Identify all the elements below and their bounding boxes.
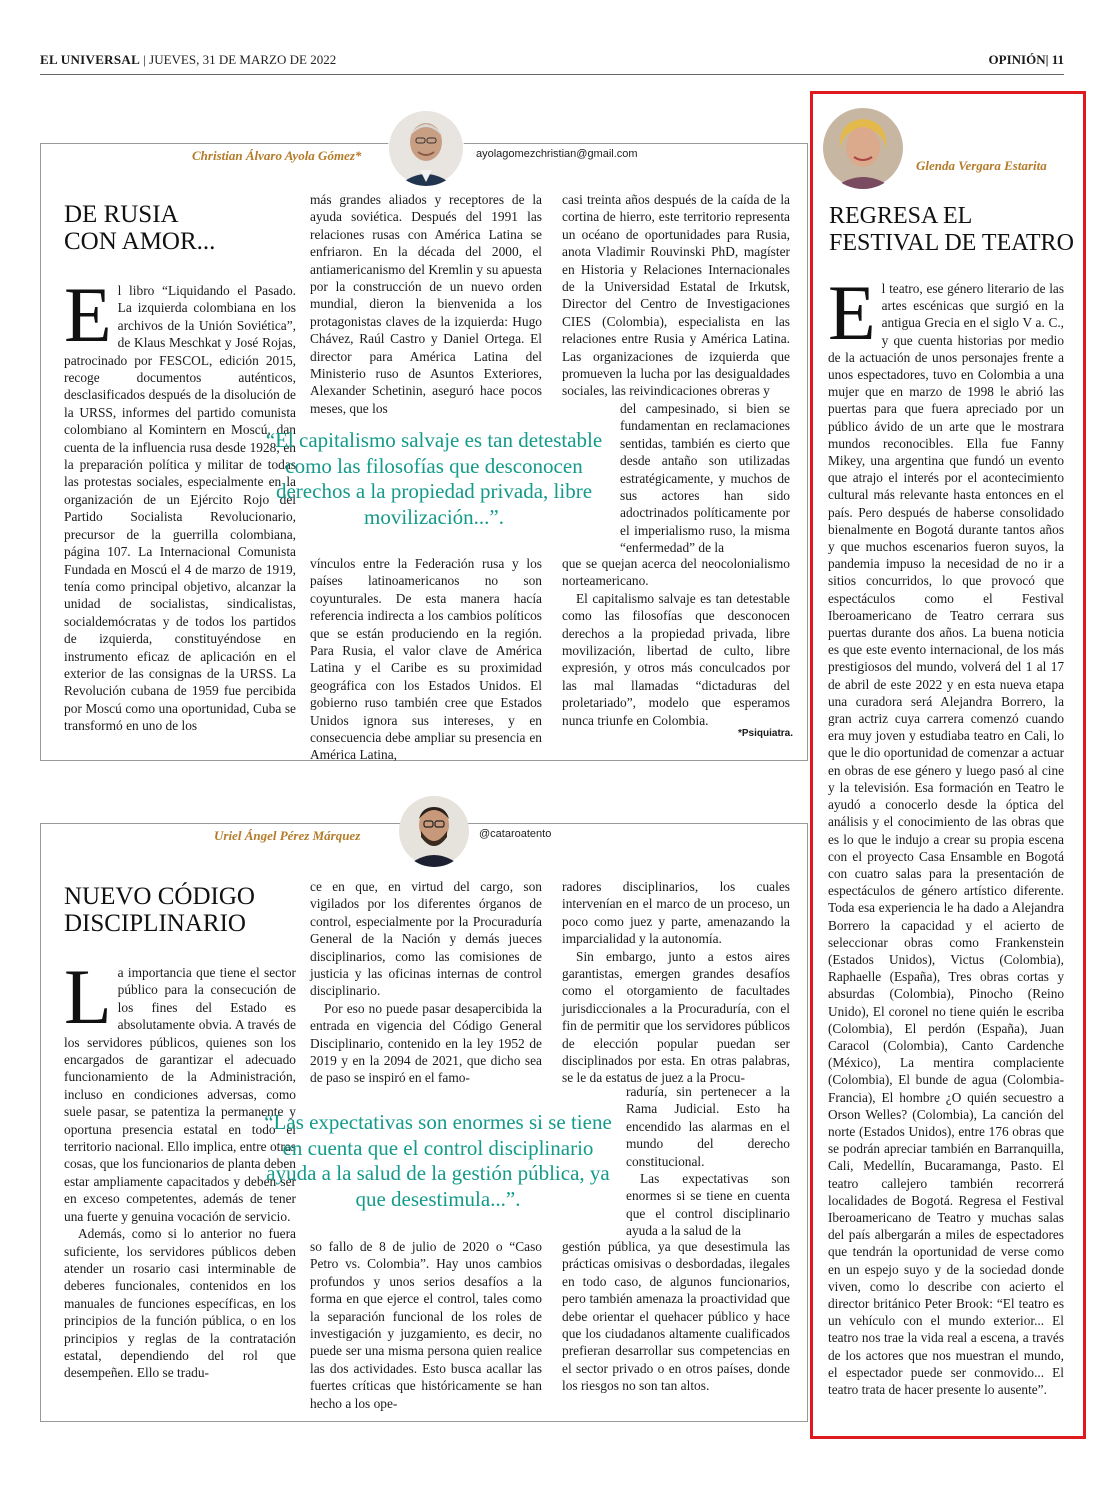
article-column-2 bbox=[310, 191, 542, 417]
article-column-2 bbox=[310, 878, 542, 1087]
headline-line: FESTIVAL DE TEATRO bbox=[829, 230, 1074, 256]
section-label bbox=[989, 52, 1064, 68]
headline-line: REGRESA EL bbox=[829, 203, 973, 229]
headline bbox=[64, 883, 294, 937]
author-handle: @cataroatento bbox=[475, 828, 555, 840]
newspaper-name: EL UNIVERSAL bbox=[40, 52, 141, 67]
paragraph: Las expectativas son enormes si se tiene en cuenta que el control disciplinario ayuda a la salud de la bbox=[626, 1171, 790, 1239]
paragraph: vínculos entre la Federación rusa y los países latinoamericanos no son coyunturales. De esta manera hacía referencia indirecta a los cambios políticos que se están produciendo en la región. Para Rusia, el valor clave de América Latina y el Caribe es su proximidad geográfica con los Estados Unidos. El gobierno ruso también cree que Estados Unidos ignora sus intereses, y en consecuencia debe ampliar su presencia en América Latina, bbox=[310, 556, 542, 763]
paragraph: Además, como si lo anterior no fuera suficiente, los servidores públicos deben atender un rosario casi interminable de deberes funcionales, contenidos en los manuales de funciones específicas, en los principios de la función pública, o en los principios y reglas de la contratación estatal, dependiendo del rol que desempeñen. Ello se tradu- bbox=[64, 1226, 296, 1381]
headline-line: DE RUSIA bbox=[64, 201, 179, 228]
header-rule bbox=[40, 74, 1064, 75]
paragraph: so fallo de 8 de julio de 2020 o “Caso Petro vs. Colombia”. Hay unos cambios profundos y unos serios desafíos a la forma en que ejerce el control, tales como la separación funcional de los roles de investigación y juzgamiento, es decir, no puede ser una misma persona quien realice las dos actividades. Esto busca acallar las fuertes críticas que históricamente se han hecho a los ope- bbox=[310, 1239, 542, 1411]
paragraph: Por eso no puede pasar desapercibida la entrada en vigencia del Código General Disciplinario, contenido en la ley 1952 de 2019 y en la 2094 de 2021, que dicho sea de paso se inspiró en el famo- bbox=[310, 1000, 542, 1086]
page-number: | 11 bbox=[1045, 52, 1064, 67]
pull-quote: “Las expectativas son enormes si se tiene en cuenta que el control disciplinario ayuda a la salud de la gestión pública, ya que desestimula...”. bbox=[264, 1110, 612, 1211]
paragraph: raduría, sin pertenecer a la Rama Judicial. Esto ha encendido las alarmas en el mundo del derecho constitucional. bbox=[626, 1084, 790, 1169]
drop-cap: E bbox=[64, 271, 112, 358]
paragraph: más grandes aliados y receptores de la ayuda soviética. Después del 1991 las relaciones rusas con América Latina se enfriaron. En la década del 2000, el antiamericanismo del Kremlin y su apuesta por la construcción de un nuevo orden mundial, dieron la bienvenida a los protagonistas claves de la izquierda: Hugo Chávez, Raúl Castro y Daniel Ortega. El director para América Latina del Ministerio ruso de Asuntos Exteriores, Alexander Schetinin, aseguró hace pocos meses, que los bbox=[310, 192, 542, 416]
author-name: Uriel Ángel Pérez Márquez bbox=[210, 828, 364, 844]
paragraph: casi treinta años después de la caída de la cortina de hierro, este territorio representa un océano de oportunidades para Rusia, anota Vladimir Rouvinski PhD, magíster en Historia y Relaciones Internacionales de la Universidad Estatal de Irkutsk, Director del Centro de Investigaciones CIES (Colombia), especialista en las relaciones entre Rusia y América Latina. Las organizaciones de izquierda que promueven la lucha por las desigualdades sociales, las reivindicaciones obreras y bbox=[562, 192, 790, 399]
headline bbox=[64, 201, 294, 255]
issue-date: | JUEVES, 31 DE MARZO DE 2022 bbox=[143, 52, 337, 67]
article-column-3-lower bbox=[562, 555, 790, 729]
author-photo bbox=[822, 107, 904, 189]
author-email: ayolagomezchristian@gmail.com bbox=[472, 148, 642, 160]
author-name: Christian Álvaro Ayola Gómez* bbox=[188, 148, 365, 164]
author-note: *Psiquiatra. bbox=[738, 728, 794, 739]
author-photo bbox=[388, 110, 464, 186]
paragraph: Sin embargo, junto a estos aires garantistas, emergen grandes desafíos como el otorgamiento de facultades jurisdiccionales a la Procuraduría, con el fin de permitir que los servidores públicos de elección popular puedan ser disciplinados por esta. En otras palabras, se le da estatus de juez a la Procu- bbox=[562, 948, 790, 1086]
paragraph: ce en que, en virtud del cargo, son vigilados por los diferentes órganos de control, especialmente por la Procuraduría General de la Nación y demás jueces disciplinarios, como las comisiones de justicia y las oficinas internas de control disciplinario. bbox=[310, 879, 542, 999]
author-name: Glenda Vergara Estarita bbox=[916, 158, 1047, 173]
article-column-3 bbox=[562, 878, 790, 1087]
paragraph: a importancia que tiene el sector público para la consecución de los fines del Estado es absolutamente obvia. A través de los servidores públicos, quienes son los encargados de garantizar el adecuado funcionamiento de la Administración, incluso en condiciones adversas, como suele pasar, se patentiza la permanente y oportuna presencia estatal en todo el territorio nacional. Ello implica, entre otras cosas, que los funcionarios de planta deben estar ampliamente capacitados y deben ser en exceso competentes, además de tener una fuerte y genuina vocación de servicio. bbox=[64, 965, 296, 1224]
paragraph: El capitalismo salvaje es tan detestable como las filosofías que desconocen derechos a la propiedad privada, libre movilización, libertad de culto, libre expresión, y otros más conculcados por las mal llamadas “dictaduras del proletariado”, modelo que esperamos nunca triunfe en Colombia. bbox=[562, 590, 790, 728]
article-column bbox=[828, 269, 1064, 1398]
article-column-3 bbox=[562, 191, 790, 400]
paragraph: l libro “Liquidando el Pasado. La izquierda colombiana en los archivos de la Unión Soviética”, de Klaus Meschkat y José Rojas, patrocinado por FESCOL, edición 2015, recoge documentos auténticos, desclasificados después de la disolución de la URSS, informes del partido comunista colombiano al Komintern en Moscú, dan cuenta de la influencia rusa desde 1928, en la preparación política y militar de todas las protestas sociales, especialmente en la organización de un Ejército Rojo del Partido Socialista Revolucionario, precursor de la guerrilla colombiana, página 107. La Internacional Comunista Fundada en Moscú el 4 de marzo de 1919, tenía como principal objetivo, alcanzar la unidad de socialistas, sindicalistas, socialdemócratas y de todos los partidos de izquierda, constituyéndose en instrumento eficaz de aplicación en el exterior de las consignas de la URSS. La Revolución cubana de 1959 fue percibida por Moscú como una oportunidad, Cuba se transformó en uno de los bbox=[64, 283, 296, 734]
article-column-2-lower bbox=[310, 555, 542, 764]
drop-cap: L bbox=[64, 953, 112, 1040]
article-column-2-lower bbox=[310, 1238, 542, 1412]
article-column-3-wrap bbox=[626, 1083, 790, 1240]
drop-cap: E bbox=[828, 269, 876, 356]
paragraph: radores disciplinarios, los cuales intervenían en el marco de un proceso, un poco como juez y parte, amenazando la imparcialidad y la autonomía. bbox=[562, 879, 790, 947]
article-column-3-lower bbox=[562, 1238, 790, 1395]
article-column-3-wrap bbox=[620, 400, 790, 557]
headline-line: CON AMOR... bbox=[64, 228, 216, 255]
page-header bbox=[40, 52, 1064, 72]
headline-line: NUEVO CÓDIGO bbox=[64, 883, 255, 910]
headline-line: DISCIPLINARIO bbox=[64, 910, 246, 937]
author-photo bbox=[398, 795, 470, 867]
paragraph: l teatro, ese género literario de las artes escénicas que surgió en la antigua Grecia en el siglo V a. C., y que cuenta historias por medio de la actuación de unos personajes frente a unos espectadores, tuvo en Colombia a una mujer que en marzo de 1998 le abrió las puertas para que fuera apreciado por un público ávido de un arte que le mostrara mundos reconocibles. Ella fue Fanny Mikey, una argentina que fundó un evento que atrajo el interés por el acontecimiento cultural más relevante hasta entonces en el país. Pero después de haberse consolidado bienalmente en Bogotá durante tantos años y que muchos escenarios fueron suyos, la pandemia impuso la necesidad de no ir a sitios concurridos, lo que provocó que espectáculos como el Festival Iberoamericano de Teatro cerrara sus puertas durante dos años. La buena noticia es que este evento internacional, de los más prestigiosos del mundo, volverá del 1 al 17 de abril de este 2022 y en esta nueva etapa una curadora será Alejandra Borrero, la gran actriz cuya carrera comenzó cuando era muy joven y estudiaba teatro en Cali, lo que le dio oportunidad de comenzar a actuar en obras de ese género y luego pasó al cine y la televisión. Esa formación en Teatro le ayudó a conocerlo desde la óptica del análisis y el conocimiento de las obras que es lo que le indujo a crear su propia escena con el proyecto Casa Ensamble en Bogotá con cuatro salas para la presentación de espectáculos de género artístico diferente. Toda esa experiencia le ha dado a Alejandra Borrero la capacidad y el acierto de seleccionar obras como Frankenstein (Estados Unidos), Victus (Colombia), Raphaelle (España), Tres obras cortas y absurdas (Colombia), Pinocho (Reino Unido), El coronel no tiene quién le escriba (Colombia), El perdón (España), Juan Caracol (Colombia), Canto Cardenche (México), La mentira complaciente (Colombia), El bunde de agua (Colombia-Francia), El hombre ¿O quién secuestro a Orson Welles? (Colombia), La canción del norte (Estados Unidos), entre 176 obras que se podrán apreciar también en Barranquilla, Cali, Medellín, Bucaramanga, Pasto. El teatro callejero también recorrerá localidades de Bogotá. Regresa el Festival Iberoamericano de Teatro y muchas salas del país albergarán a miles de espectadores que tendrán la oportunidad de verse como en un espejo suyo y de la sociedad donde viven, como lo describe con acierto el director británico Peter Brook: “El teatro es un vehículo con el mundo exterior... El teatro nos trae la vida real a escena, a través de los actores que nos muestran el mundo, el espectador puede ser conmovido... El teatro trata de hacer presente lo ausente”. bbox=[828, 281, 1064, 1397]
paragraph: gestión pública, ya que desestimula las prácticas omisivas o desbordadas, ilegales en todo caso, de algunos funcionarios, pero también amenaza la proactividad que debe orientar el quehacer público y hace que los ciudadanos altamente cualificados prefieran desarrollar sus competencias en el sector privado o en otros países, donde los riesgos no son tan altos. bbox=[562, 1239, 790, 1394]
pull-quote: “El capitalismo salvaje es tan detestable como las filosofías que desconocen derechos a la propiedad privada, libre movilización...”. bbox=[265, 428, 603, 529]
paragraph: que se quejan acerca del neocolonialismo norteamericano. bbox=[562, 556, 790, 589]
section-name: OPINIÓN bbox=[988, 52, 1046, 67]
headline bbox=[829, 203, 1074, 257]
paragraph: del campesinado, si bien se fundamentan en reclamaciones sentidas, también es cierto que desde antaño son utilizadas estratégicamente, y muchos de sus actores han sido adoctrinados políticamente por el imperialismo ruso, la misma “enfermedad” de la bbox=[620, 401, 790, 556]
